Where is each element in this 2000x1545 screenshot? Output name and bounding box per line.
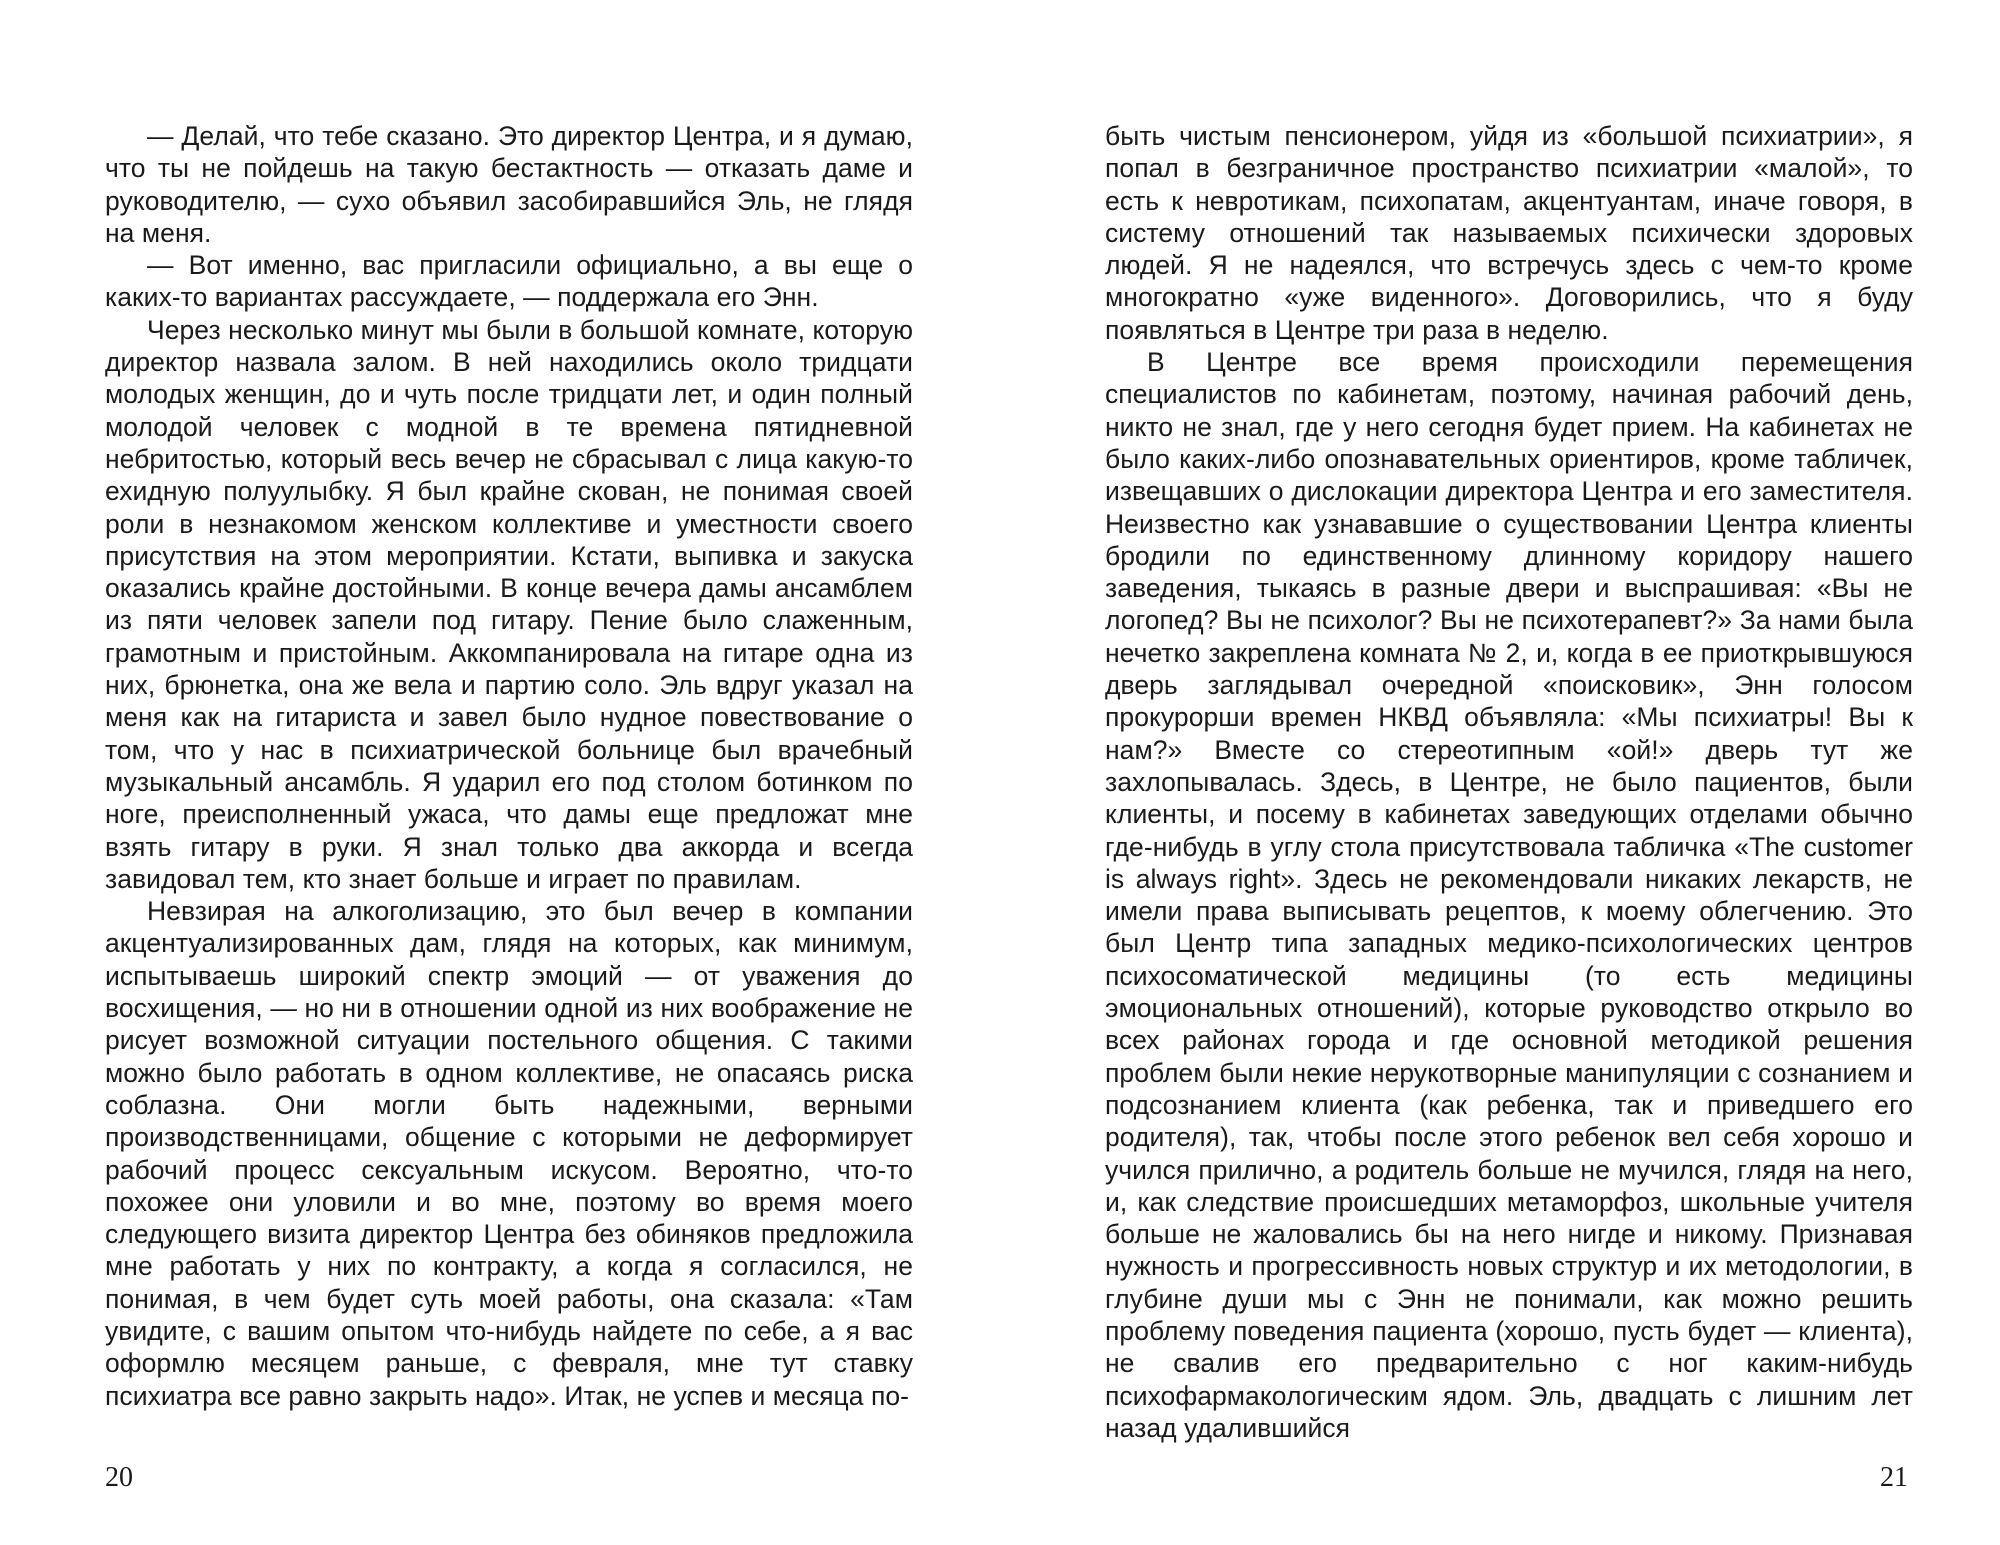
- paragraph: Через несколько минут мы были в большой комнате, которую директор назвала залом. В ней находились около тридцати молодых женщин, до и чуть после тридцати лет, и один полный молодой человек с модной в те времена пятидневной небритостью, который весь вечер не сбрасывал с лица какую-то ехидную полуулыбку. Я был крайне скован, не понимая своей роли в незнакомом женском коллективе и уместности своего присутствия на этом мероприятии. Кстати, выпивка и закуска оказались крайне достойными. В конце вечера дамы ансамблем из пяти человек запели под гитару. Пение было слаженным, грамотным и пристойным. Аккомпанировала на гитаре одна из них, брюнетка, она же вела и партию соло. Эль вдруг указал на меня как на гитариста и завел было нудное повествование о том, что у нас в психиатрической больнице был врачебный музыкальный ансамбль. Я ударил его под столом ботинком по ноге, преисполненный ужаса, что дамы еще предложат мне взять гитару в руки. Я знал только два аккорда и всегда завидовал тем, кто знает больше и играет по правилам.: [105, 314, 913, 894]
- left-page-text: [105, 120, 913, 1412]
- paragraph: Невзирая на алкоголизацию, это был вечер в компании акцентуализированных дам, глядя на которых, как минимум, испытываешь широкий спектр эмоций — от уважения до восхищения, — но ни в отношении одной из них воображение не рисует возможной ситуации постельного общения. С такими можно было работать в одном коллективе, не опасаясь риска соблазна. Они могли быть надежными, верными производственницами, общение с которыми не деформирует рабочий процесс сексуальным искусом. Вероятно, что-то похожее они уловили и во мне, поэтому во время моего следующего визита директор Центра без обиняков предложила мне работать у них по контракту, а когда я согласился, не понимая, в чем будет суть моей работы, она сказала: «Там увидите, с вашим опытом что-нибудь найдете по себе, а я вас оформлю месяцем раньше, с февраля, мне тут ставку психиатра все равно закрыть надо». Итак, не успев и месяца по-: [105, 896, 913, 1411]
- right-page: [1105, 120, 1913, 1444]
- paragraph-continued: быть чистым пенсионером, уйдя из «большой психиатрии», я попал в безграничное пространство психиатрии «малой», то есть к невротикам, психопатам, акцентуантам, иначе говоря, в систему отношений так называемых психически здоровых людей. Я не надеялся, что встречусь здесь с чем-то кроме многократно «уже виденного». Договорились, что я буду появляться в Центре три раза в неделю.: [1105, 121, 1913, 345]
- paragraph: — Вот именно, вас пригласили официально, а вы еще о каких-то вариантах рассуждаете, — поддержала его Энн.: [105, 250, 913, 313]
- page-number-right: 21: [1880, 1462, 1908, 1493]
- page-number-left: 20: [105, 1462, 133, 1493]
- right-page-text: [1105, 120, 1913, 1444]
- paragraph: — Делай, что тебе сказано. Это директор Центра, и я думаю, что ты не пойдешь на такую бестактность — отказать даме и руководителю, — сухо объявил засобиравшийся Эль, не глядя на меня.: [105, 121, 913, 248]
- paragraph: В Центре все время происходили перемещения специалистов по кабинетам, поэтому, начиная рабочий день, никто не знал, где у него сегодня будет прием. На кабинетах не было каких-либо опознавательных ориентиров, кроме табличек, извещавших о дислокации директора Центра и его заместителя. Неизвестно как узнававшие о существовании Центра клиенты бродили по единственному длинному коридору нашего заведения, тыкаясь в разные двери и выспрашивая: «Вы не логопед? Вы не психолог? Вы не психотерапевт?» За нами была нечетко закреплена комната № 2, и, когда в ее приоткрывшуюся дверь заглядывал очередной «поисковик», Энн голосом прокурорши времен НКВД объявляла: «Мы психиатры! Вы к нам?» Вместе со стереотипным «ой!» дверь тут же захлопывалась. Здесь, в Центре, не было пациентов, были клиенты, и посему в кабинетах заведующих отделами обычно где-нибудь в углу стола присутствовала табличка «The customer is always right». Здесь не рекомендовали никаких лекарств, не имели права выписывать рецептов, к моему облегчению. Это был Центр типа западных медико-психологических центров психосоматической медицины (то есть медицины эмоциональных отношений), которые руководство открыло во всех районах города и где основной методикой решения проблем были некие нерукотворные манипуляции с сознанием и подсознанием клиента (как ребенка, так и приведшего его родителя), так, чтобы после этого ребенок вел себя хорошо и учился прилично, а родитель больше не мучился, глядя на него, и, как следствие происшедших метаморфоз, школьные учителя больше не жаловались бы на него нигде и никому. Признавая нужность и прогрессивность новых структур и их методологии, в глубине души мы с Энн не понимали, как можно решить проблему поведения пациента (хорошо, пусть будет — клиента), не свалив его предварительно с ног каким-нибудь психофармакологическим ядом. Эль, двадцать с лишним лет назад удалившийся: [1105, 347, 1913, 1443]
- left-page: [105, 120, 913, 1412]
